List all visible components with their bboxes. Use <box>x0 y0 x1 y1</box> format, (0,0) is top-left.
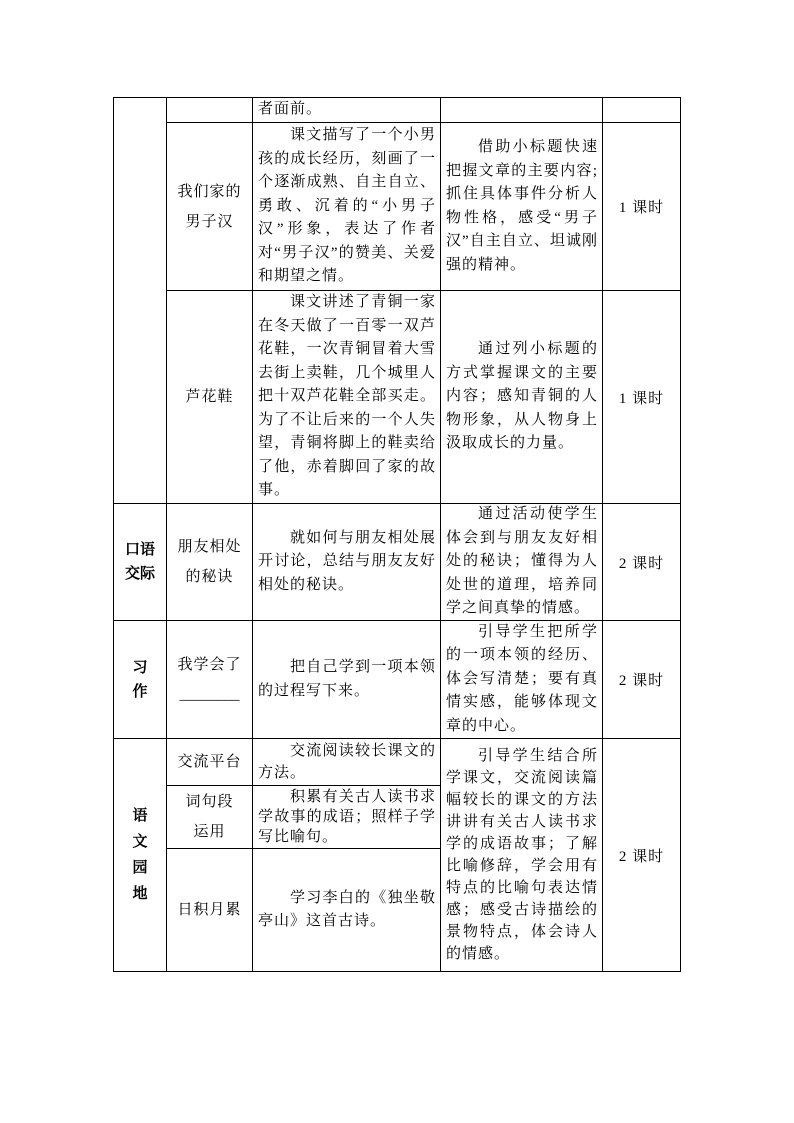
goal-cell <box>441 739 603 972</box>
category-cell <box>114 504 167 621</box>
goal-cell-empty <box>441 98 603 123</box>
lesson-title-line: 交流平台 <box>177 754 242 770</box>
lesson-title-line: 我们家的 <box>177 183 242 200</box>
lesson-title-line: 词句段 <box>185 794 234 810</box>
goal-text: 引导学生结合所学课文，交流阅读篇幅较长的课文的方法讲讲有关古人读书求学的成语故事；了解比喻修辞，学会用有特点的比喻句表达情感；感受古诗描绘的景物特点，体会诗人的情感。 <box>446 748 598 962</box>
hours-text: 2 课时 <box>618 848 665 865</box>
hours-text: 1 课时 <box>618 390 665 407</box>
lesson-title-line: 运用 <box>193 824 226 840</box>
goal-cell <box>441 504 603 621</box>
hours-cell <box>603 123 681 291</box>
lesson-title-line: 朋友相处 <box>177 539 242 555</box>
hours-text: 2 课时 <box>618 673 665 689</box>
category-label-line: 语 <box>132 808 148 824</box>
goal-cell <box>441 291 603 504</box>
lesson-title <box>185 787 233 847</box>
content-text: 课文讲述了青铜一家在冬天做了一百零一双芦花鞋，一次青铜冒着大雪去街上卖鞋，几个城里人把十双芦花鞋全部买走。为了不让后来的一个人失望，青铜将脚上的鞋卖给了他，赤着脚回了家的故事。 <box>258 294 436 499</box>
goal-text: 引导学生把所学的一项本领的经历、体会写清楚；要有真情实感，能够体现文章的中心。 <box>446 623 598 734</box>
title-cell <box>167 786 253 849</box>
lesson-title-line: 芦花鞋 <box>185 389 234 405</box>
content-text: 者面前。 <box>258 101 323 118</box>
lesson-title <box>177 895 241 925</box>
goal-text: 借助小标题快速把握文章的主要内容;抓住具体事件分析人物性格，感受“男子汉”自主自立、坦诚刚强的精神。 <box>446 139 598 273</box>
lesson-plan-table <box>113 97 681 972</box>
hours-cell <box>603 621 681 739</box>
goal-text: 通过列小标题的方式掌握课文的主要内容；感知青铜的人物形象，从人物身上汲取成长的力量。 <box>446 341 598 452</box>
lesson-title-line: 男子汉 <box>185 213 234 230</box>
lesson-title <box>177 177 241 237</box>
hours-cell <box>603 291 681 504</box>
title-cell <box>167 621 253 739</box>
lesson-title-line: 我学会了 <box>177 656 242 673</box>
content-text: 课文描写了一个小男孩的成长经历，刻画了一个逐渐成熟、自主自立、勇敢、沉着的“小男子汉”形象，表达了作者对“男子汉”的赞美、关爱和期望之情。 <box>258 127 436 285</box>
content-cell <box>253 621 441 739</box>
content-cell <box>253 98 441 123</box>
category-cell <box>114 621 167 739</box>
category-label-line: 地 <box>132 886 148 902</box>
content-cell <box>253 504 441 621</box>
hours-cell <box>603 739 681 972</box>
title-cell-empty <box>167 98 253 123</box>
category-label-line: 园 <box>132 860 148 876</box>
goal-cell <box>441 621 603 739</box>
content-cell <box>253 123 441 291</box>
title-cell <box>167 504 253 621</box>
lesson-title <box>177 747 241 777</box>
hours-text: 2 课时 <box>618 555 665 572</box>
lesson-title-line: 日积月累 <box>177 902 242 918</box>
category-label <box>132 803 147 907</box>
content-text: 学习李白的《独坐敬亭山》这首古诗。 <box>258 889 436 929</box>
fill-in-blank: ________ <box>179 686 240 703</box>
content-cell <box>253 849 441 972</box>
category-label-line: 作 <box>132 683 148 700</box>
content-cell <box>253 291 441 504</box>
hours-text: 1 课时 <box>618 200 665 216</box>
content-text: 把自己学到一项本领的过程写下来。 <box>258 659 436 699</box>
title-cell <box>167 291 253 504</box>
lesson-title <box>177 650 241 710</box>
title-cell <box>167 123 253 291</box>
content-text: 就如何与朋友相处展开讨论，总结与朋友友好相处的秘诀。 <box>258 529 436 593</box>
category-label <box>132 656 147 704</box>
category-label-line: 交际 <box>124 566 155 582</box>
content-text: 积累有关古人读书求学故事的成语；照样子学写比喻句。 <box>258 789 436 845</box>
hours-cell <box>603 504 681 621</box>
hours-cell-empty <box>603 98 681 123</box>
category-label-line: 文 <box>132 834 148 850</box>
category-label-line: 口语 <box>124 542 155 558</box>
content-cell <box>253 739 441 786</box>
goal-text: 通过活动使学生体会到与朋友友好相处的秘诀；懂得为人处世的道理，培养同学之间真挚的情感。 <box>446 506 598 617</box>
category-cell <box>114 739 167 972</box>
goal-cell <box>441 123 603 291</box>
content-text: 交流阅读较长课文的方法。 <box>258 743 436 781</box>
lesson-title-line: 的秘诀 <box>185 569 234 585</box>
title-cell <box>167 849 253 972</box>
content-cell <box>253 786 441 849</box>
category-label-line: 习 <box>132 659 148 676</box>
lesson-title <box>185 382 233 412</box>
category-cell-empty <box>114 98 167 504</box>
category-label <box>125 538 155 586</box>
lesson-title <box>177 532 241 592</box>
title-cell <box>167 739 253 786</box>
